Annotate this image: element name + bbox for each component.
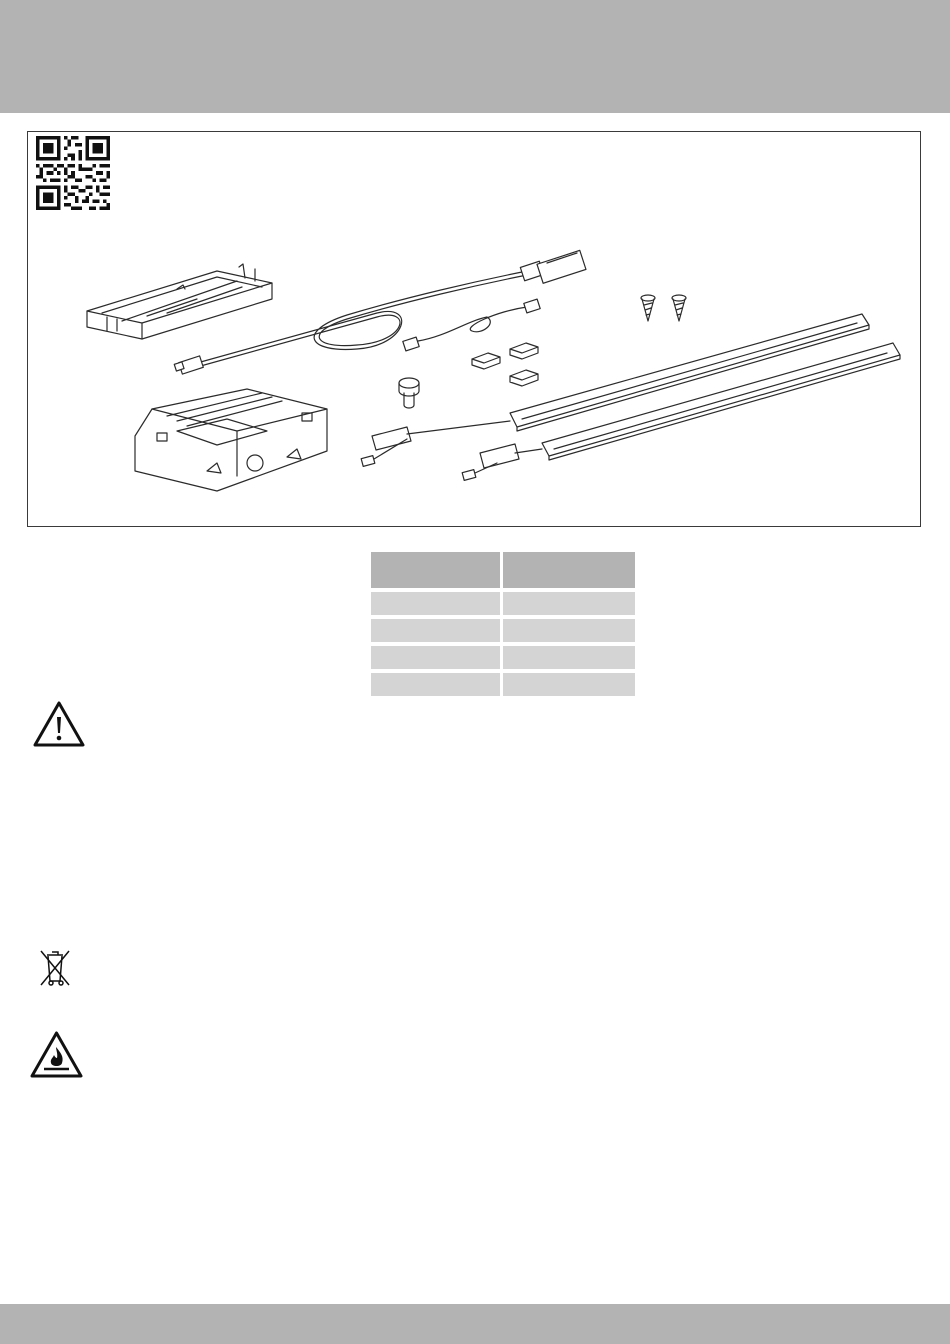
table-cell — [371, 642, 503, 669]
cable-clips — [472, 343, 538, 386]
table-header-cell — [503, 552, 635, 588]
table-cell — [371, 669, 503, 696]
spacer — [399, 378, 419, 408]
table-cell — [503, 642, 635, 669]
connector-cable — [403, 299, 540, 351]
crossed-out-bin-icon — [37, 947, 73, 987]
table-cell — [503, 588, 635, 615]
table-row — [371, 669, 635, 696]
screws — [641, 295, 686, 321]
table-cell — [371, 615, 503, 642]
table-row — [371, 588, 635, 615]
table-cell — [503, 615, 635, 642]
mounting-tray — [87, 264, 272, 339]
table-row — [371, 642, 635, 669]
table-cell — [371, 588, 503, 615]
table-header-cell — [371, 552, 503, 588]
table-header-row — [371, 552, 635, 588]
footer-band — [0, 1304, 950, 1344]
parts-table — [371, 552, 635, 696]
product-illustration — [27, 131, 921, 527]
battery-module — [135, 389, 327, 491]
warning-triangle-icon — [32, 700, 86, 748]
flammable-icon — [29, 1030, 84, 1079]
table-cell — [503, 669, 635, 696]
table-row — [371, 615, 635, 642]
header-band — [0, 0, 950, 113]
